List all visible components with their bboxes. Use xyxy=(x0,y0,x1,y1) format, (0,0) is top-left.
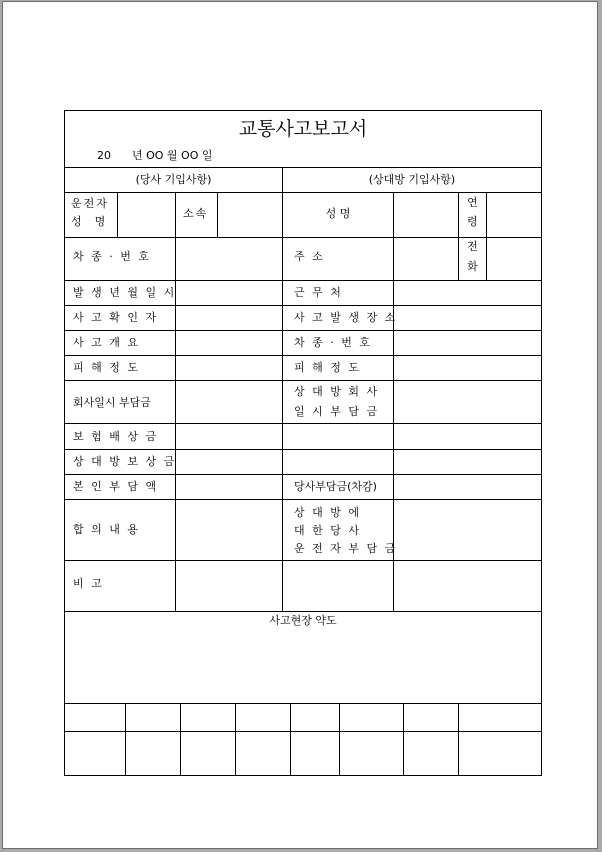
damage-label-left: 피 해 정 도 xyxy=(73,361,140,374)
sketch-label: 사고현장 약도 xyxy=(269,614,337,627)
document-page xyxy=(2,1,598,849)
other-company-label-2: 일 시 부 담 금 xyxy=(294,405,380,418)
age-label-top: 연 xyxy=(467,196,478,209)
self-burden-label: 본 인 부 담 액 xyxy=(73,480,159,493)
to-other-label-3: 운 전 자 부 담 금 xyxy=(294,542,398,555)
vehicle-label: 차 종 · 번 호 xyxy=(73,250,151,263)
our-burden-label: 당사부담금(차감) xyxy=(294,480,377,493)
to-other-label-2: 대 한 당 사 xyxy=(294,524,361,537)
occurrence-label: 발 생 년 월 일 시 xyxy=(73,286,177,299)
summary-label: 사 고 개 요 xyxy=(73,336,140,349)
age-label-bottom: 령 xyxy=(467,215,478,228)
driver-label: 운전자 xyxy=(71,197,109,210)
company-advance-label: 회사일시 부담금 xyxy=(73,396,151,409)
other-compensation-label: 상 대 방 보 상 금 xyxy=(73,455,177,468)
section-other-party: (상대방 기입사항) xyxy=(368,173,456,186)
to-other-label-1: 상 대 방 에 xyxy=(294,506,361,519)
other-vehicle-label: 차 종 · 번 호 xyxy=(294,336,372,349)
affiliation-label: 소속 xyxy=(183,207,209,220)
location-label: 사 고 발 생 장 소 xyxy=(294,311,398,324)
confirmer-label: 사 고 확 인 자 xyxy=(73,311,159,324)
other-name-label: 성 명 xyxy=(325,207,351,220)
phone-label-bottom: 화 xyxy=(467,260,478,273)
workplace-label: 근 무 처 xyxy=(294,286,343,299)
section-our-side: (당사 기입사항) xyxy=(135,173,212,186)
driver-name-label: 성 명 xyxy=(71,215,108,228)
phone-label-top: 전 xyxy=(467,240,478,253)
insurance-label: 보 험 배 상 금 xyxy=(73,430,159,443)
report-title: 교통사고보고서 xyxy=(238,118,368,140)
report-date: 20 년 OO 월 OO 일 xyxy=(97,149,213,162)
remarks-label: 비 고 xyxy=(73,577,104,590)
damage-label-right: 피 해 정 도 xyxy=(294,361,361,374)
address-label: 주 소 xyxy=(294,250,325,263)
accident-report-form xyxy=(64,110,542,776)
other-company-label-1: 상 대 방 회 사 xyxy=(294,385,380,398)
agreement-label: 합 의 내 용 xyxy=(73,523,140,536)
